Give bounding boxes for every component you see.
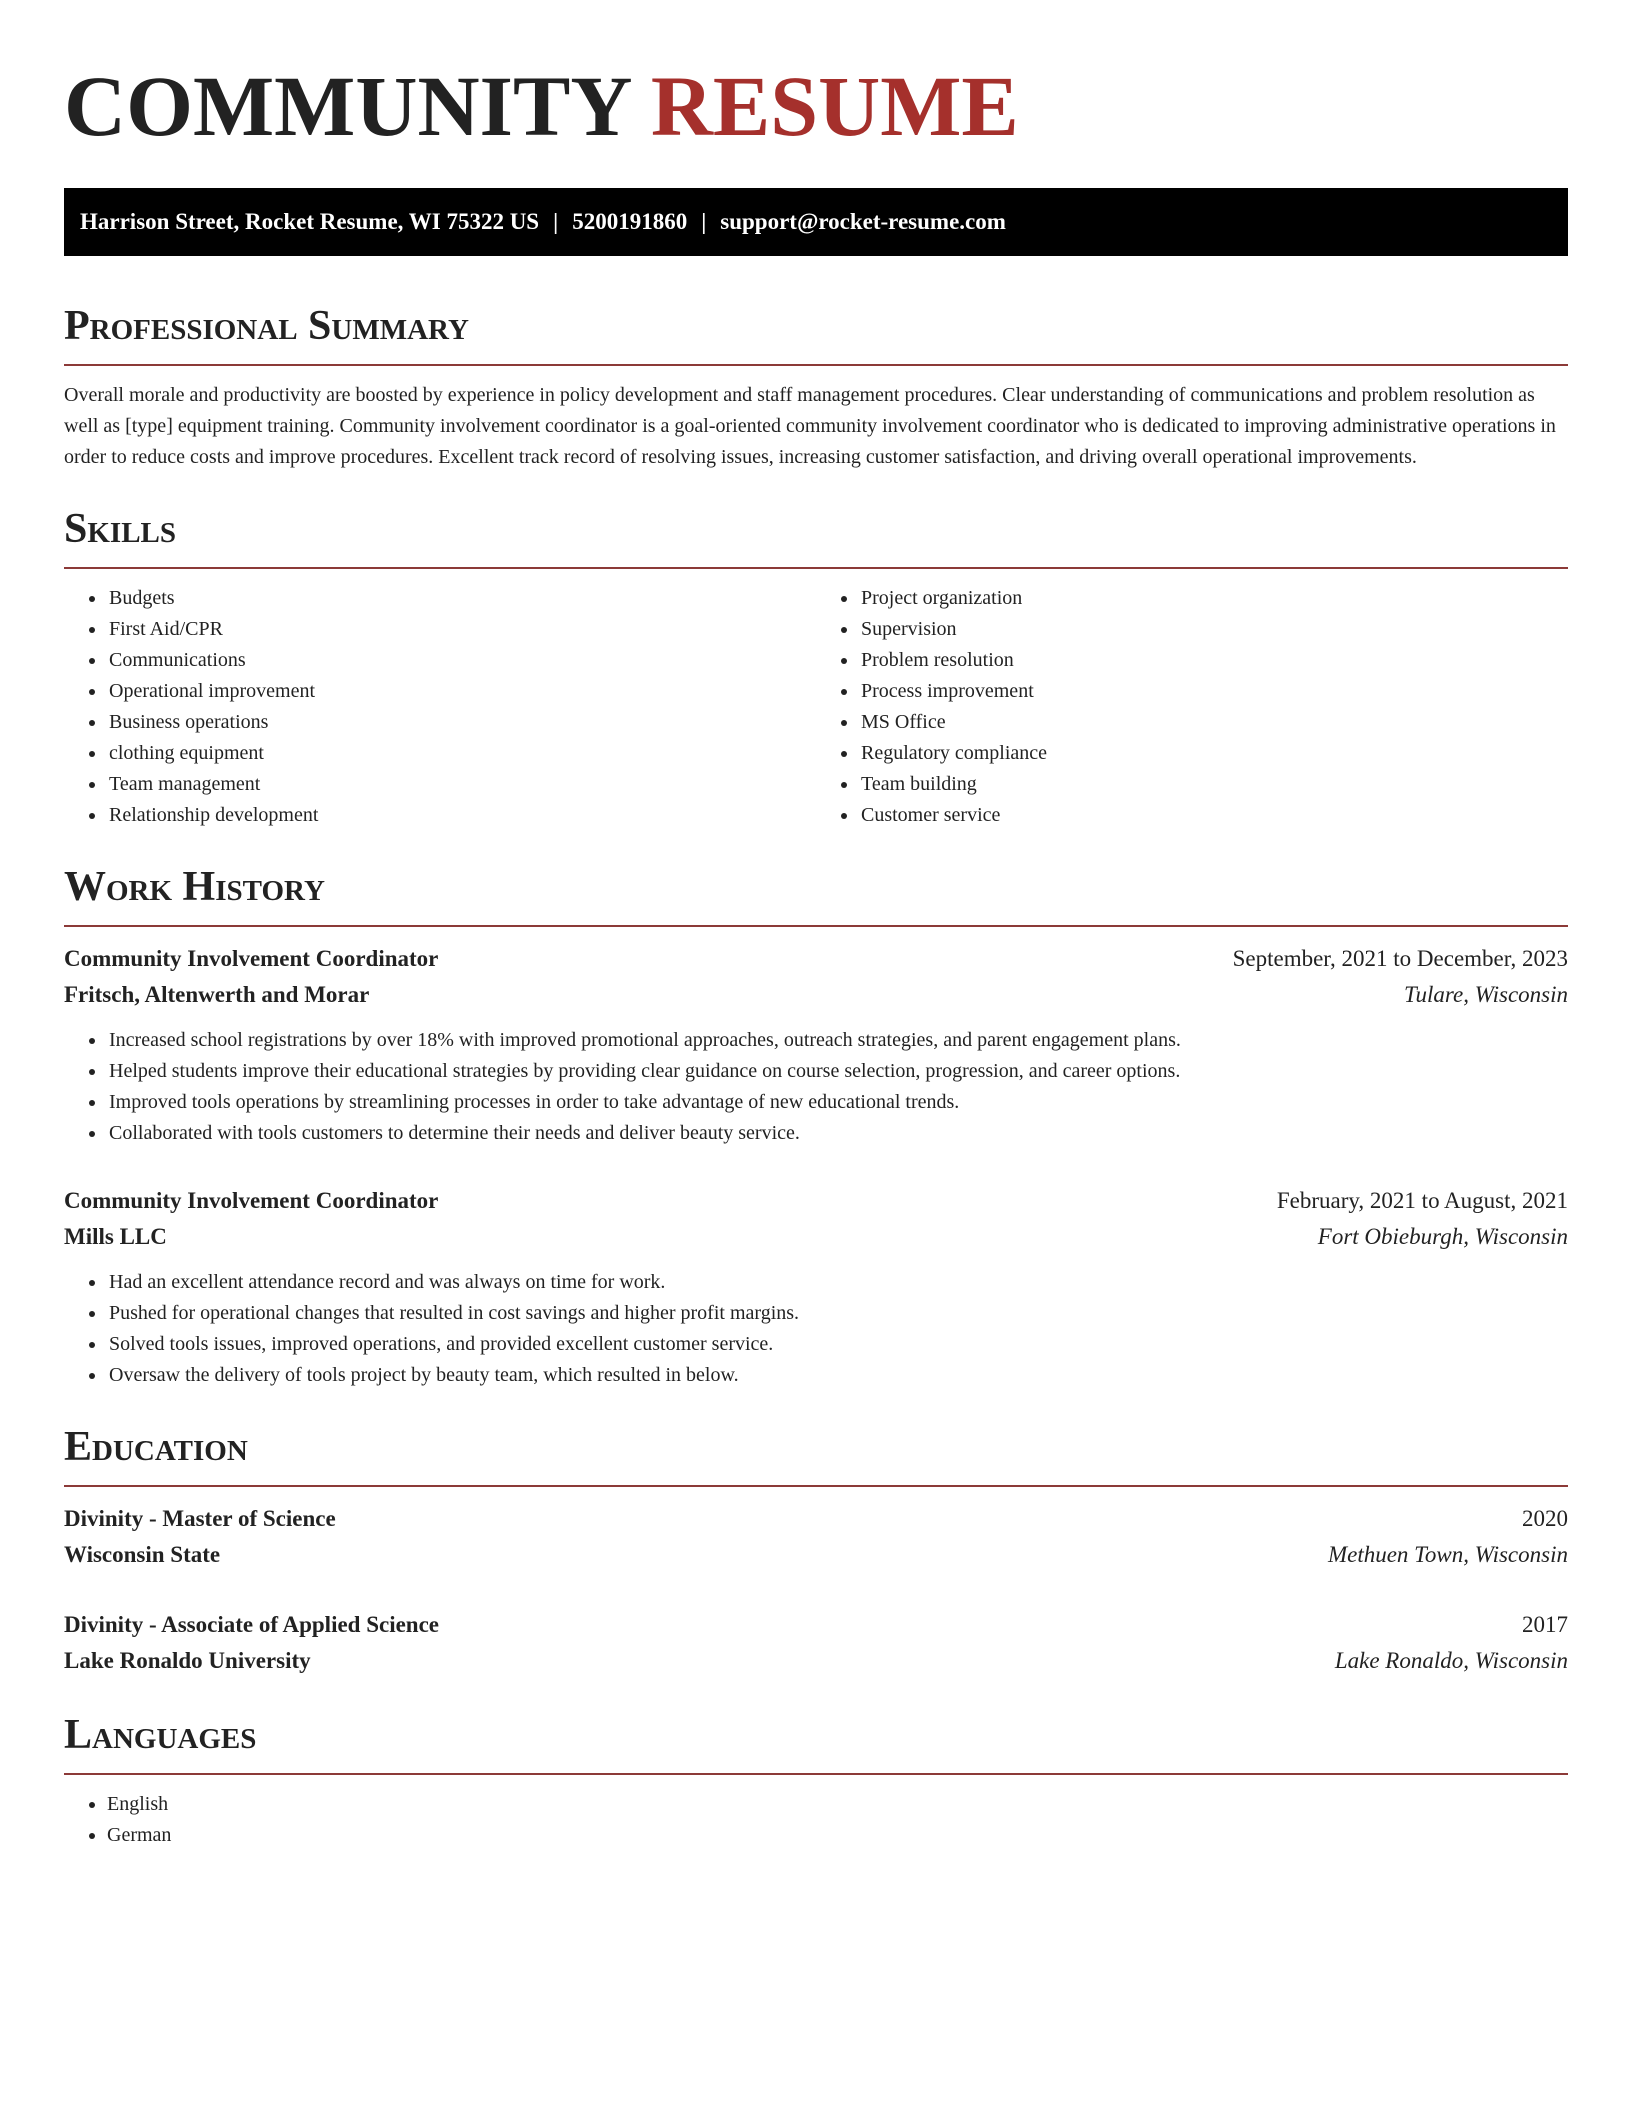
first-name: COMMUNITY bbox=[64, 58, 630, 154]
section-divider bbox=[64, 567, 1568, 569]
skill-item: • Problem resolution bbox=[859, 645, 1568, 676]
skill-item: • Team management bbox=[107, 769, 816, 800]
skill-item: • Operational improvement bbox=[107, 676, 816, 707]
skill-item: • Relationship development bbox=[107, 800, 816, 831]
contact-email: support@rocket-resume.com bbox=[720, 209, 1006, 234]
job-title: Community Involvement Coordinator bbox=[64, 946, 439, 971]
skills-list-left bbox=[64, 583, 816, 831]
section-divider bbox=[64, 925, 1568, 927]
job-header-row bbox=[64, 1183, 1568, 1219]
job-company: Fritsch, Altenwerth and Morar bbox=[64, 982, 370, 1007]
job-bullets bbox=[64, 1025, 1568, 1149]
skill-item: • Project organization bbox=[859, 583, 1568, 614]
skill-item: • Customer service bbox=[859, 800, 1568, 831]
education-school: Wisconsin State bbox=[64, 1542, 221, 1567]
summary-section bbox=[64, 300, 1568, 473]
section-title-languages: Languages bbox=[64, 1712, 257, 1758]
contact-address: Harrison Street, Rocket Resume, WI 75322 US bbox=[80, 209, 540, 234]
skills-columns bbox=[64, 583, 1568, 831]
education-header-row bbox=[64, 1607, 1568, 1643]
skills-list-right bbox=[816, 583, 1568, 831]
skill-item: • Process improvement bbox=[859, 676, 1568, 707]
job-dates: February, 2021 to August, 2021 bbox=[1276, 1188, 1568, 1213]
skill-item: • Team building bbox=[859, 769, 1568, 800]
languages-section bbox=[64, 1709, 1568, 1851]
language-item: • English bbox=[107, 1789, 1568, 1820]
job-bullet: • Pushed for operational changes that resulted in cost savings and higher profit margins. bbox=[107, 1298, 1568, 1329]
summary-text: Overall morale and productivity are boosted by experience in policy development and staff management procedures. Clear understanding of communications and problem resolution as well as [type] equipment training. Community involvement coordinator is a goal-oriented community involvement coordinator who is dedicated to improving administrative operations in order to reduce costs and improve procedures. Excellent track record of resolving issues, increasing customer satisfaction, and driving overall operational improvements. bbox=[64, 384, 1556, 468]
education-school-row bbox=[64, 1643, 1568, 1679]
last-name: RESUME bbox=[650, 58, 1019, 154]
skill-item: • Budgets bbox=[107, 583, 816, 614]
section-title-skills: Skills bbox=[64, 506, 177, 552]
education-year: 2017 bbox=[1522, 1612, 1568, 1637]
job-bullet: • Increased school registrations by over 18% with improved promotional approaches, outreach strategies, and parent engagement plans. bbox=[107, 1025, 1568, 1056]
education-location: Methuen Town, Wisconsin bbox=[1327, 1542, 1568, 1567]
section-title-education: Education bbox=[64, 1424, 248, 1470]
job-company: Mills LLC bbox=[64, 1224, 167, 1249]
section-divider bbox=[64, 1485, 1568, 1487]
education-degree: Divinity - Associate of Applied Science bbox=[64, 1612, 440, 1637]
job-bullet: • Solved tools issues, improved operations, and provided excellent customer service. bbox=[107, 1329, 1568, 1360]
education-entry bbox=[64, 1607, 1568, 1679]
education-degree: Divinity - Master of Science bbox=[64, 1506, 336, 1531]
job-bullet: • Improved tools operations by streamlining processes in order to take advantage of new educational trends. bbox=[107, 1087, 1568, 1118]
contact-separator: | bbox=[701, 209, 707, 234]
education-school-row bbox=[64, 1537, 1568, 1573]
section-divider bbox=[64, 1773, 1568, 1775]
job-bullet: • Oversaw the delivery of tools project by beauty team, which resulted in below. bbox=[107, 1360, 1568, 1391]
education-year: 2020 bbox=[1522, 1506, 1568, 1531]
skill-item: • First Aid/CPR bbox=[107, 614, 816, 645]
education-header-row bbox=[64, 1501, 1568, 1537]
section-divider bbox=[64, 364, 1568, 366]
job-dates: September, 2021 to December, 2023 bbox=[1232, 946, 1568, 971]
education-location: Lake Ronaldo, Wisconsin bbox=[1334, 1648, 1568, 1673]
skill-item: • clothing equipment bbox=[107, 738, 816, 769]
skill-item: • MS Office bbox=[859, 707, 1568, 738]
skill-item: • Supervision bbox=[859, 614, 1568, 645]
languages-list bbox=[64, 1789, 1568, 1851]
education-section bbox=[64, 1421, 1568, 1679]
job-bullet: • Collaborated with tools customers to determine their needs and deliver beauty service. bbox=[107, 1118, 1568, 1149]
work-history-section bbox=[64, 861, 1568, 1391]
job-bullet: • Had an excellent attendance record and was always on time for work. bbox=[107, 1267, 1568, 1298]
skills-section bbox=[64, 503, 1568, 831]
education-entry bbox=[64, 1501, 1568, 1573]
resume-name bbox=[64, 56, 1568, 156]
skill-item: • Business operations bbox=[107, 707, 816, 738]
skill-item: • Regulatory compliance bbox=[859, 738, 1568, 769]
job-company-row bbox=[64, 977, 1568, 1013]
contact-separator: | bbox=[553, 209, 559, 234]
contact-bar bbox=[64, 188, 1568, 256]
contact-phone: 5200191860 bbox=[572, 209, 688, 234]
job-header-row bbox=[64, 941, 1568, 977]
job-bullets bbox=[64, 1267, 1568, 1391]
education-school: Lake Ronaldo University bbox=[64, 1648, 311, 1673]
language-item: • German bbox=[107, 1820, 1568, 1851]
job-entry bbox=[64, 941, 1568, 1149]
job-bullet: • Helped students improve their educational strategies by providing clear guidance on course selection, progression, and career options. bbox=[107, 1056, 1568, 1087]
section-title-work: Work History bbox=[64, 864, 325, 910]
skill-item: • Communications bbox=[107, 645, 816, 676]
section-title-summary: Professional Summary bbox=[64, 303, 469, 349]
job-location: Tulare, Wisconsin bbox=[1404, 982, 1568, 1007]
job-entry bbox=[64, 1183, 1568, 1391]
job-title: Community Involvement Coordinator bbox=[64, 1188, 439, 1213]
job-company-row bbox=[64, 1219, 1568, 1255]
job-location: Fort Obieburgh, Wisconsin bbox=[1317, 1224, 1568, 1249]
